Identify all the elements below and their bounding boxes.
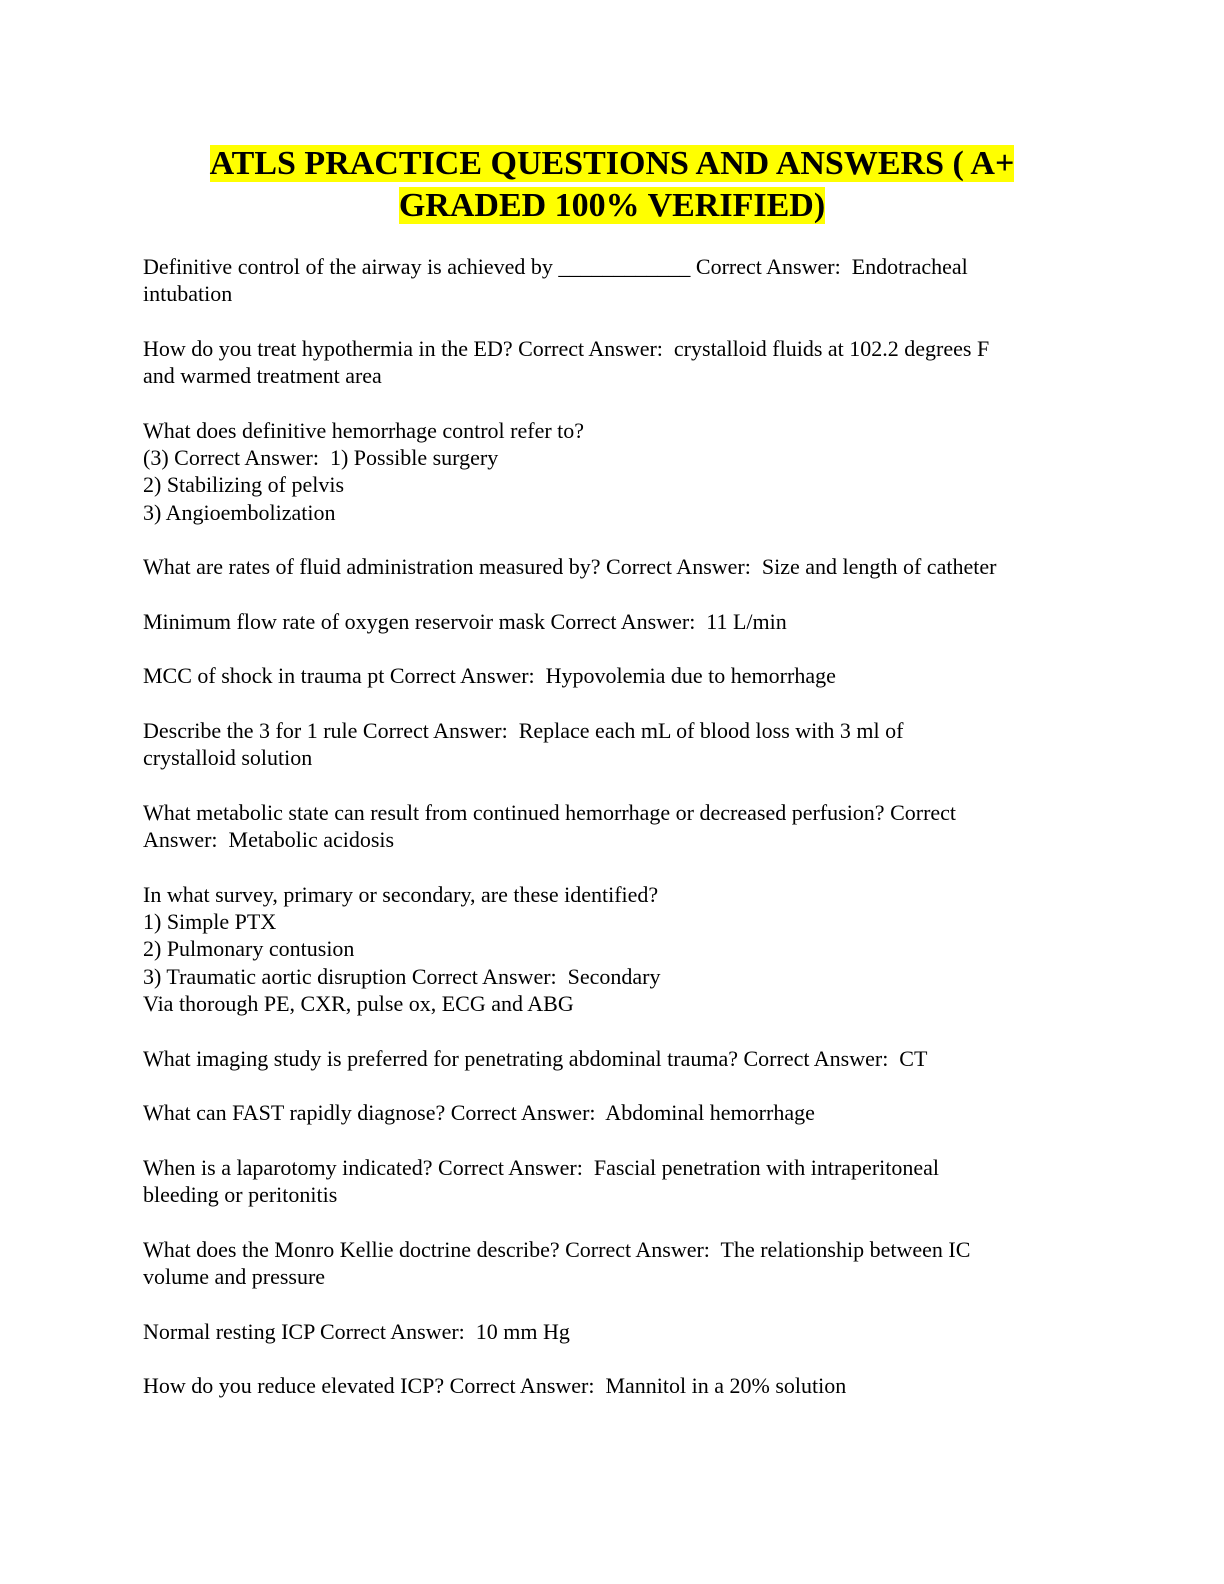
qa-entry: [143, 1318, 1083, 1345]
qa-line: Via thorough PE, CXR, pulse ox, ECG and ABG: [143, 991, 574, 1017]
qa-entry: [143, 253, 1083, 308]
qa-entry: [143, 881, 1083, 1017]
qa-line: crystalloid solution: [143, 745, 313, 771]
qa-line: Normal resting ICP Correct Answer: 10 mm Hg: [143, 1318, 570, 1344]
qa-line: What does the Monro Kellie doctrine describe? Correct Answer: The relationship between IC: [143, 1236, 971, 1262]
qa-line: What metabolic state can result from continued hemorrhage or decreased perfusion? Correct: [143, 799, 957, 825]
qa-entry: [143, 1045, 1083, 1072]
qa-entry: [143, 417, 1083, 526]
qa-entry: [143, 608, 1083, 635]
qa-line: MCC of shock in trauma pt Correct Answer: Hypovolemia due to hemorrhage: [143, 663, 836, 689]
qa-line: 2) Pulmonary contusion: [143, 936, 355, 962]
qa-line: What are rates of fluid administration measured by? Correct Answer: Size and length of catheter: [143, 554, 997, 580]
qa-entry: [143, 335, 1083, 390]
qa-entry: [143, 1372, 1083, 1399]
qa-line: (3) Correct Answer: 1) Possible surgery: [143, 445, 499, 471]
qa-line: and warmed treatment area: [143, 363, 382, 389]
title-line-2: GRADED 100% VERIFIED): [398, 187, 826, 224]
qa-line: Definitive control of the airway is achieved by ____________ Correct Answer: Endotracheal: [143, 254, 968, 279]
qa-line: bleeding or peritonitis: [143, 1182, 338, 1208]
qa-entry: [143, 1236, 1083, 1291]
qa-line: Describe the 3 for 1 rule Correct Answer: Replace each mL of blood loss with 3 ml of: [143, 718, 904, 744]
qa-line: 3) Angioembolization: [143, 499, 336, 525]
qa-entry: [143, 1154, 1083, 1209]
qa-entry: [143, 662, 1083, 689]
qa-entry: [143, 717, 1083, 772]
qa-line: What does definitive hemorrhage control refer to?: [143, 417, 585, 443]
qa-line: When is a laparotomy indicated? Correct Answer: Fascial penetration with intraperitoneal: [143, 1154, 940, 1180]
qa-list: [143, 253, 1083, 1427]
title-line-1: ATLS PRACTICE QUESTIONS AND ANSWERS ( A+: [209, 145, 1015, 182]
qa-line: In what survey, primary or secondary, are these identified?: [143, 881, 659, 907]
qa-entry: [143, 553, 1083, 580]
qa-line: How do you treat hypothermia in the ED? Correct Answer: crystalloid fluids at 102.2 degrees F: [143, 335, 990, 361]
qa-line: How do you reduce elevated ICP? Correct Answer: Mannitol in a 20% solution: [143, 1373, 847, 1399]
qa-line: 3) Traumatic aortic disruption Correct Answer: Secondary: [143, 963, 661, 989]
qa-line: volume and pressure: [143, 1263, 326, 1289]
qa-line: 1) Simple PTX: [143, 909, 277, 935]
document-title: [100, 143, 1124, 227]
qa-entry: [143, 799, 1083, 854]
qa-line: Minimum flow rate of oxygen reservoir mask Correct Answer: 11 L/min: [143, 608, 787, 634]
qa-line: Answer: Metabolic acidosis: [143, 827, 395, 853]
qa-line: 2) Stabilizing of pelvis: [143, 472, 345, 498]
qa-line: What can FAST rapidly diagnose? Correct Answer: Abdominal hemorrhage: [143, 1100, 815, 1126]
qa-line: intubation: [143, 281, 233, 307]
qa-entry: [143, 1099, 1083, 1126]
qa-line: What imaging study is preferred for penetrating abdominal trauma? Correct Answer: CT: [143, 1045, 928, 1071]
